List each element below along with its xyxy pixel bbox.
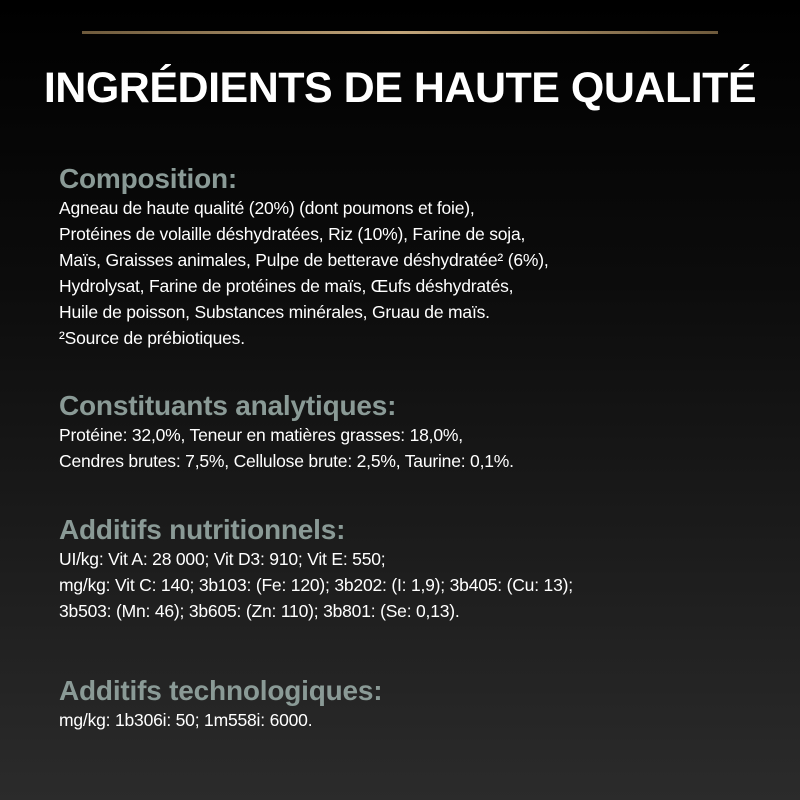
technological-additives-text bbox=[59, 707, 759, 733]
composition-section bbox=[59, 163, 759, 351]
page-title: INGRÉDIENTS DE HAUTE QUALITÉ bbox=[43, 64, 757, 112]
analytical-constituents-line: Protéine: 32,0%, Teneur en matières grasses: 18,0%, bbox=[59, 425, 463, 445]
technological-additives-line: mg/kg: 1b306i: 50; 1m558i: 6000. bbox=[59, 710, 313, 730]
nutritional-additives-line: mg/kg: Vit C: 140; 3b103: (Fe: 120); 3b202: (I: 1,9); 3b405: (Cu: 13); bbox=[59, 575, 573, 595]
nutritional-additives-section bbox=[59, 514, 759, 624]
technological-additives-section bbox=[59, 675, 759, 733]
decorative-top-rule bbox=[82, 31, 718, 34]
nutritional-additives-line: UI/kg: Vit A: 28 000; Vit D3: 910; Vit E: 550; bbox=[59, 549, 386, 569]
analytical-constituents-section bbox=[59, 390, 759, 474]
nutritional-additives-line: 3b503: (Mn: 46); 3b605: (Zn: 110); 3b801: (Se: 0,13). bbox=[59, 601, 460, 621]
nutritional-additives-heading: Additifs nutritionnels: bbox=[59, 514, 346, 545]
composition-line: Hydrolysat, Farine de protéines de maïs, Œufs déshydratés, bbox=[59, 276, 514, 296]
analytical-constituents-line: Cendres brutes: 7,5%, Cellulose brute: 2,5%, Taurine: 0,1%. bbox=[59, 451, 514, 471]
nutritional-additives-text bbox=[59, 546, 759, 624]
composition-line: Maïs, Graisses animales, Pulpe de betterave déshydratée² (6%), bbox=[59, 250, 549, 270]
analytical-constituents-text bbox=[59, 422, 759, 474]
composition-heading: Composition: bbox=[59, 163, 238, 194]
composition-text bbox=[59, 195, 759, 351]
analytical-constituents-heading: Constituants analytiques: bbox=[59, 390, 397, 421]
composition-footnote: ²Source de prébiotiques. bbox=[59, 328, 245, 348]
composition-line: Huile de poisson, Substances minérales, Gruau de maïs. bbox=[59, 302, 490, 322]
composition-line: Protéines de volaille déshydratées, Riz (10%), Farine de soja, bbox=[59, 224, 526, 244]
composition-line: Agneau de haute qualité (20%) (dont poumons et foie), bbox=[59, 198, 475, 218]
technological-additives-heading: Additifs technologiques: bbox=[59, 675, 383, 706]
